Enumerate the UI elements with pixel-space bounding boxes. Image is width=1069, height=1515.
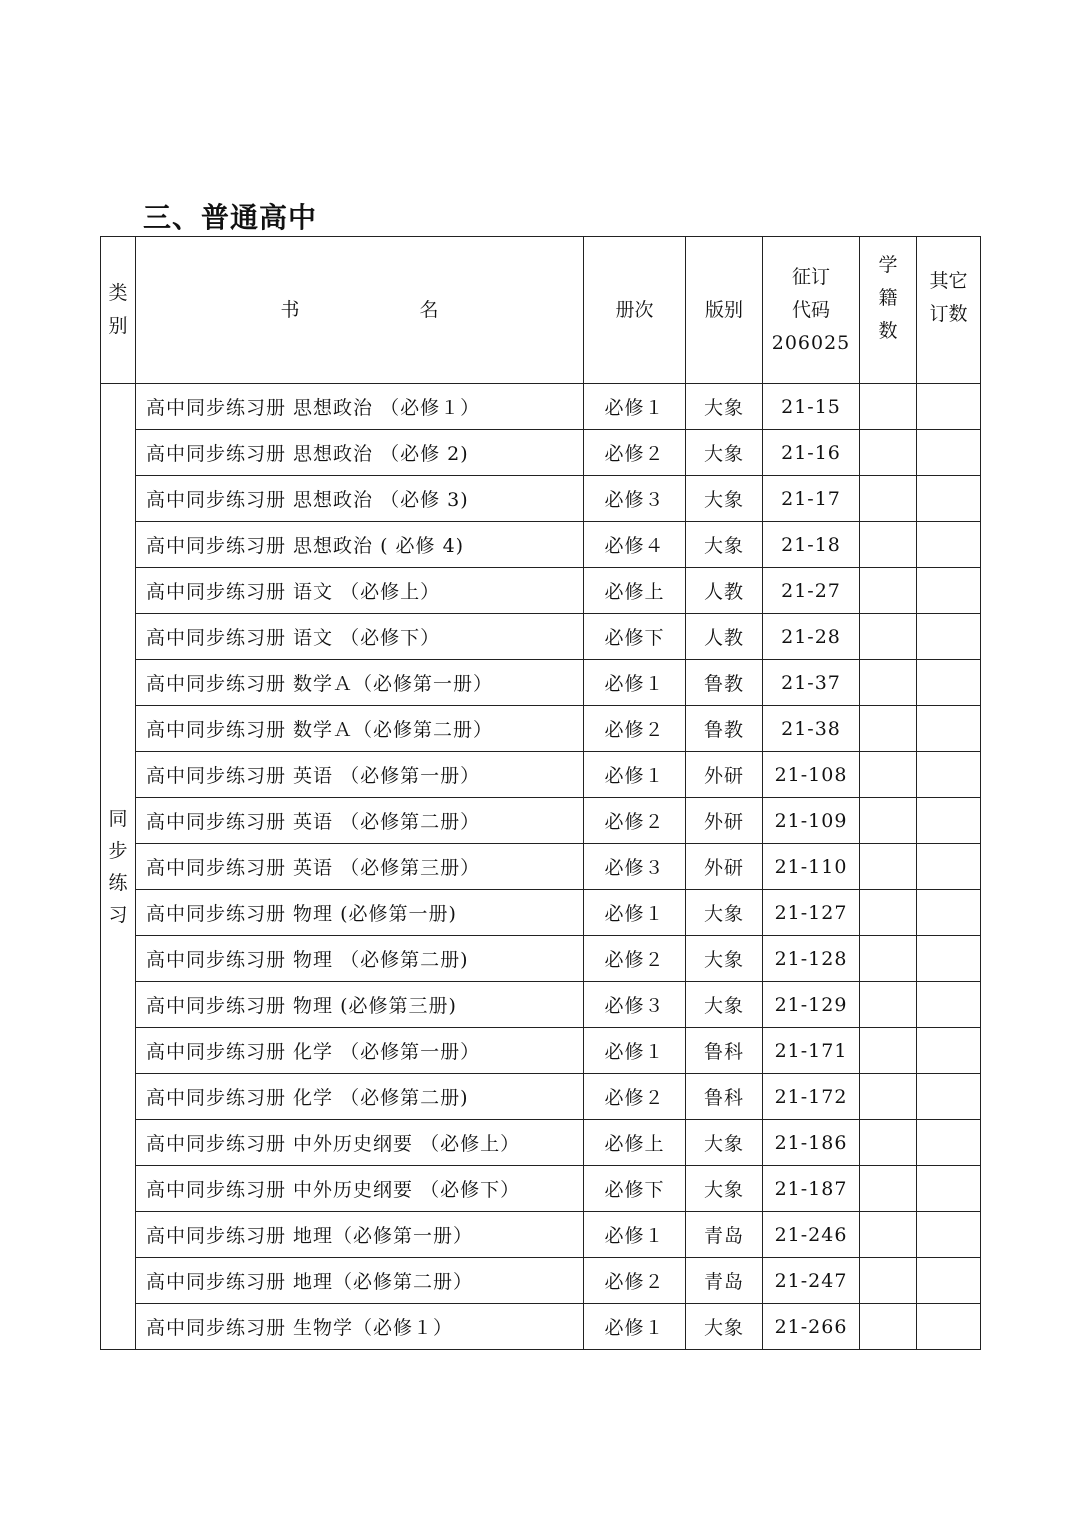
volume-cell: 必修１ [584,890,686,936]
code-cell: 21-187 [763,1166,860,1212]
edition-cell: 大象 [686,476,763,522]
other-count-cell[interactable] [917,384,981,430]
other-count-cell[interactable] [917,982,981,1028]
header-code-line: 代码 [791,298,830,321]
other-count-cell[interactable] [917,1212,981,1258]
header-enrolled-char: 学 [878,254,898,276]
volume-cell: 必修４ [584,522,686,568]
enrolled-count-cell[interactable] [860,982,917,1028]
edition-cell: 外研 [686,798,763,844]
header-name-left: 书 [280,298,300,321]
edition-cell: 大象 [686,384,763,430]
edition-cell: 鲁教 [686,660,763,706]
volume-cell: 必修２ [584,1258,686,1304]
volume-cell: 必修１ [584,752,686,798]
book-name-cell: 高中同步练习册 生物学（必修１） [136,1304,584,1350]
category-cell [101,384,136,1350]
header-other [917,237,981,384]
enrolled-count-cell[interactable] [860,660,917,706]
enrolled-count-cell[interactable] [860,1258,917,1304]
header-row [101,237,981,384]
header-enrolled [860,237,917,384]
table-row [101,522,981,568]
table-row [101,1212,981,1258]
header-category [101,237,136,384]
code-cell: 21-129 [763,982,860,1028]
enrolled-count-cell[interactable] [860,1028,917,1074]
code-cell: 21-247 [763,1258,860,1304]
category-char: 同 [108,807,128,830]
edition-cell: 鲁科 [686,1028,763,1074]
edition-cell: 人教 [686,568,763,614]
book-name-cell: 高中同步练习册 中外历史纲要 （必修上） [136,1120,584,1166]
header-edition: 版别 [686,237,763,384]
table-row [101,1074,981,1120]
enrolled-count-cell[interactable] [860,384,917,430]
header-volume: 册次 [584,237,686,384]
code-cell: 21-109 [763,798,860,844]
table-row [101,476,981,522]
book-name-cell: 高中同步练习册 思想政治 （必修 2) [136,430,584,476]
volume-cell: 必修３ [584,982,686,1028]
book-name-cell: 高中同步练习册 中外历史纲要 （必修下） [136,1166,584,1212]
other-count-cell[interactable] [917,936,981,982]
header-code-line: 征订 [791,265,830,288]
table-row [101,752,981,798]
volume-cell: 必修２ [584,706,686,752]
book-name-cell: 高中同步练习册 思想政治 ( 必修 4) [136,522,584,568]
book-name-cell: 高中同步练习册 英语 （必修第一册） [136,752,584,798]
code-cell: 21-38 [763,706,860,752]
edition-cell: 大象 [686,982,763,1028]
book-name-cell: 高中同步练习册 英语 （必修第二册） [136,798,584,844]
other-count-cell[interactable] [917,1028,981,1074]
other-count-cell[interactable] [917,752,981,798]
edition-cell: 鲁科 [686,1074,763,1120]
code-cell: 21-266 [763,1304,860,1350]
category-char: 步 [108,839,128,862]
header-name-right: 名 [419,298,439,321]
enrolled-count-cell[interactable] [860,890,917,936]
code-cell: 21-27 [763,568,860,614]
volume-cell: 必修２ [584,936,686,982]
book-name-cell: 高中同步练习册 数学Ａ（必修第二册） [136,706,584,752]
table-row [101,1166,981,1212]
volume-cell: 必修１ [584,660,686,706]
enrolled-count-cell[interactable] [860,752,917,798]
enrolled-count-cell[interactable] [860,568,917,614]
book-name-cell: 高中同步练习册 数学Ａ（必修第一册） [136,660,584,706]
table-row [101,384,981,430]
book-name-cell: 高中同步练习册 地理（必修第一册） [136,1212,584,1258]
other-count-cell[interactable] [917,706,981,752]
enrolled-count-cell[interactable] [860,798,917,844]
volume-cell: 必修１ [584,384,686,430]
edition-cell: 大象 [686,430,763,476]
book-name-cell: 高中同步练习册 物理 （必修第二册) [136,936,584,982]
other-count-cell[interactable] [917,614,981,660]
edition-cell: 大象 [686,890,763,936]
table-row [101,430,981,476]
code-cell: 21-172 [763,1074,860,1120]
header-category-char: 类 [108,282,128,304]
enrolled-count-cell[interactable] [860,476,917,522]
other-count-cell[interactable] [917,1166,981,1212]
code-cell: 21-28 [763,614,860,660]
header-enrolled-char: 数 [878,320,898,342]
book-name-cell: 高中同步练习册 地理（必修第二册） [136,1258,584,1304]
table-row [101,660,981,706]
table-row [101,798,981,844]
edition-cell: 大象 [686,1166,763,1212]
category-char: 习 [108,903,128,926]
code-cell: 21-186 [763,1120,860,1166]
volume-cell: 必修１ [584,1304,686,1350]
other-count-cell[interactable] [917,1074,981,1120]
edition-cell: 大象 [686,936,763,982]
other-count-cell[interactable] [917,476,981,522]
header-code-line: 206025 [771,331,851,354]
code-cell: 21-108 [763,752,860,798]
edition-cell: 大象 [686,1120,763,1166]
code-cell: 21-17 [763,476,860,522]
table-row [101,1028,981,1074]
enrolled-count-cell[interactable] [860,936,917,982]
section-title: 三、普通高中 [143,201,318,234]
volume-cell: 必修下 [584,1166,686,1212]
other-count-cell[interactable] [917,430,981,476]
code-cell: 21-37 [763,660,860,706]
enrolled-count-cell[interactable] [860,1304,917,1350]
table-body [101,384,981,1350]
volume-cell: 必修３ [584,844,686,890]
volume-cell: 必修３ [584,476,686,522]
header-book-name [136,237,584,384]
code-cell: 21-171 [763,1028,860,1074]
code-cell: 21-18 [763,522,860,568]
enrolled-count-cell[interactable] [860,614,917,660]
other-count-cell[interactable] [917,798,981,844]
edition-cell: 青岛 [686,1212,763,1258]
book-name-cell: 高中同步练习册 化学 （必修第二册) [136,1074,584,1120]
table-row [101,1120,981,1166]
other-count-cell[interactable] [917,890,981,936]
book-name-cell: 高中同步练习册 物理 (必修第一册) [136,890,584,936]
enrolled-count-cell[interactable] [860,1120,917,1166]
enrolled-count-cell[interactable] [860,844,917,890]
edition-cell: 大象 [686,1304,763,1350]
other-count-cell[interactable] [917,1120,981,1166]
table-row [101,936,981,982]
other-count-cell[interactable] [917,660,981,706]
enrolled-count-cell[interactable] [860,522,917,568]
header-code [763,237,860,384]
book-name-cell: 高中同步练习册 思想政治 （必修 3) [136,476,584,522]
other-count-cell[interactable] [917,1304,981,1350]
edition-cell: 鲁教 [686,706,763,752]
volume-cell: 必修２ [584,798,686,844]
book-name-cell: 高中同步练习册 物理 (必修第三册) [136,982,584,1028]
code-cell: 21-110 [763,844,860,890]
header-enrolled-char: 籍 [878,287,898,309]
edition-cell: 青岛 [686,1258,763,1304]
table-row [101,1304,981,1350]
other-count-cell[interactable] [917,522,981,568]
table-row [101,844,981,890]
edition-cell: 外研 [686,844,763,890]
header-other-line: 其它 [929,270,968,292]
volume-cell: 必修上 [584,568,686,614]
enrolled-count-cell[interactable] [860,1166,917,1212]
book-name-cell: 高中同步练习册 英语 （必修第三册） [136,844,584,890]
code-cell: 21-127 [763,890,860,936]
table-row [101,890,981,936]
volume-cell: 必修２ [584,1074,686,1120]
volume-cell: 必修下 [584,614,686,660]
table-row [101,614,981,660]
edition-cell: 外研 [686,752,763,798]
table-row [101,982,981,1028]
enrolled-count-cell[interactable] [860,1212,917,1258]
category-char: 练 [108,871,128,894]
table-row [101,568,981,614]
volume-cell: 必修１ [584,1028,686,1074]
other-count-cell[interactable] [917,844,981,890]
edition-cell: 大象 [686,522,763,568]
other-count-cell[interactable] [917,568,981,614]
code-cell: 21-15 [763,384,860,430]
code-cell: 21-128 [763,936,860,982]
volume-cell: 必修上 [584,1120,686,1166]
book-name-cell: 高中同步练习册 语文 （必修下） [136,614,584,660]
enrolled-count-cell[interactable] [860,430,917,476]
code-cell: 21-246 [763,1212,860,1258]
volume-cell: 必修１ [584,1212,686,1258]
book-name-cell: 高中同步练习册 思想政治 （必修１） [136,384,584,430]
table-row [101,706,981,752]
header-category-char: 别 [108,315,128,337]
header-other-line: 订数 [929,303,968,325]
enrolled-count-cell[interactable] [860,706,917,752]
code-cell: 21-16 [763,430,860,476]
book-name-cell: 高中同步练习册 化学 （必修第一册） [136,1028,584,1074]
volume-cell: 必修２ [584,430,686,476]
enrolled-count-cell[interactable] [860,1074,917,1120]
table-row [101,1258,981,1304]
book-name-cell: 高中同步练习册 语文 （必修上） [136,568,584,614]
edition-cell: 人教 [686,614,763,660]
book-order-table [100,236,981,1350]
other-count-cell[interactable] [917,1258,981,1304]
